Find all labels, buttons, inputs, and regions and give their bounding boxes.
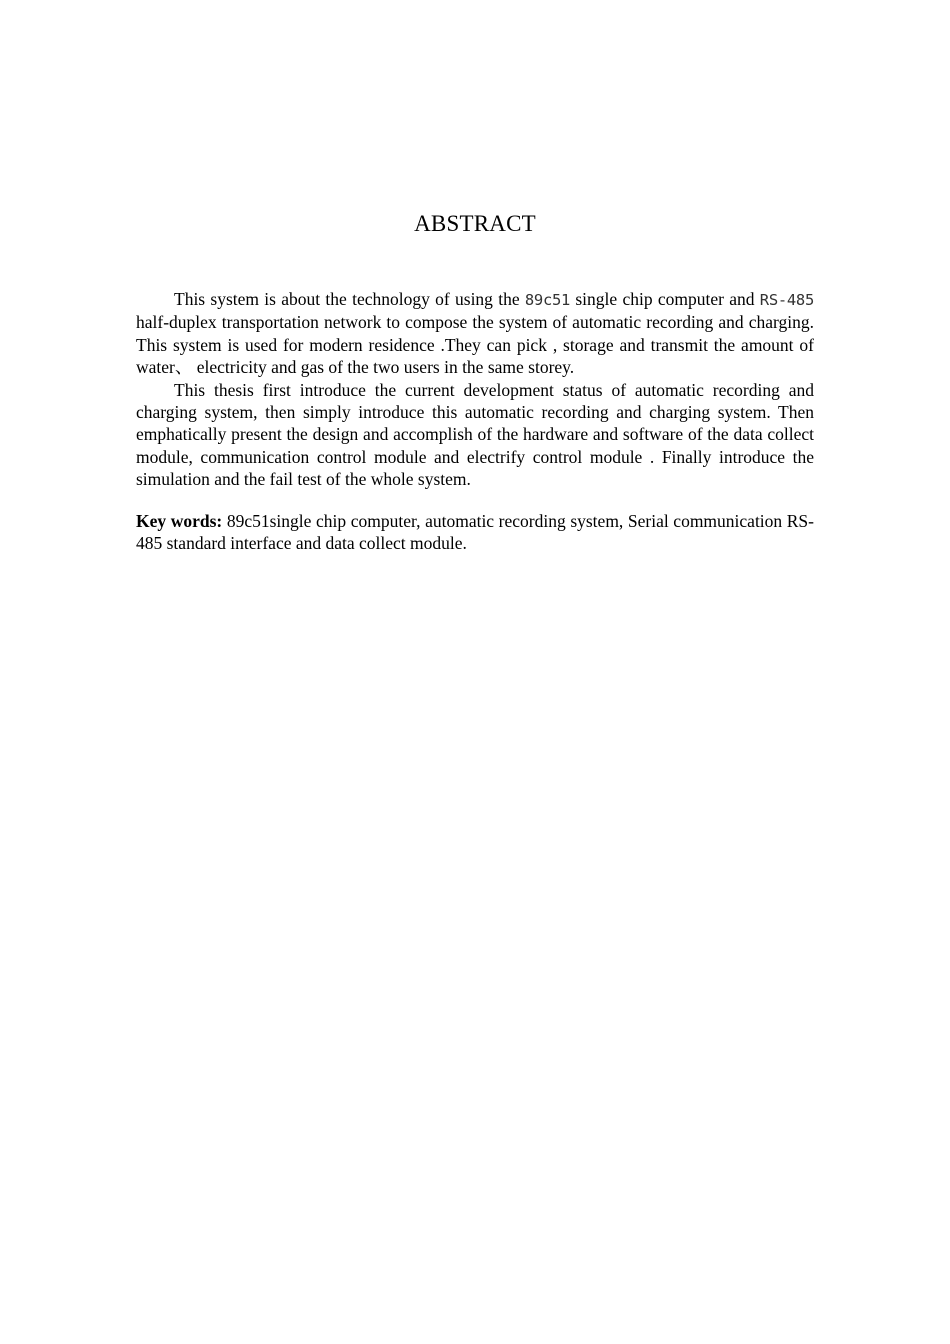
- abstract-body: [136, 288, 814, 554]
- paragraph-1-text-b: single chip computer and: [570, 289, 760, 309]
- keywords-text: 89c51single chip computer, automatic recording system, Serial communication RS-485 standard interface and data collect module.: [136, 510, 814, 554]
- interface-standard-code: RS-485: [759, 291, 814, 309]
- paragraph-1-text-c: half-duplex transportation network to compose the system of automatic recording and charging. This system is used for modern residence .They can pick , storage and transmit the amount of water、 electricity and gas of the two users in the same storey.: [136, 312, 814, 378]
- keywords-line: [136, 510, 814, 555]
- paragraph-1-text-a: This system is about the technology of using the: [174, 289, 525, 309]
- keywords-label: Key words:: [136, 510, 223, 531]
- abstract-paragraph-1: [136, 288, 814, 379]
- chip-model-code: 89c51: [524, 291, 571, 309]
- abstract-paragraph-2: This thesis first introduce the current development status of automatic recording and charging system, then simply introduce this automatic recording and charging system. Then emphatically present the design and accomplish of the hardware and software of the data collect module, communication control module and electrify control module . Finally introduce the simulation and the fail test of the whole system.: [136, 379, 814, 490]
- abstract-title: ABSTRACT: [414, 211, 536, 236]
